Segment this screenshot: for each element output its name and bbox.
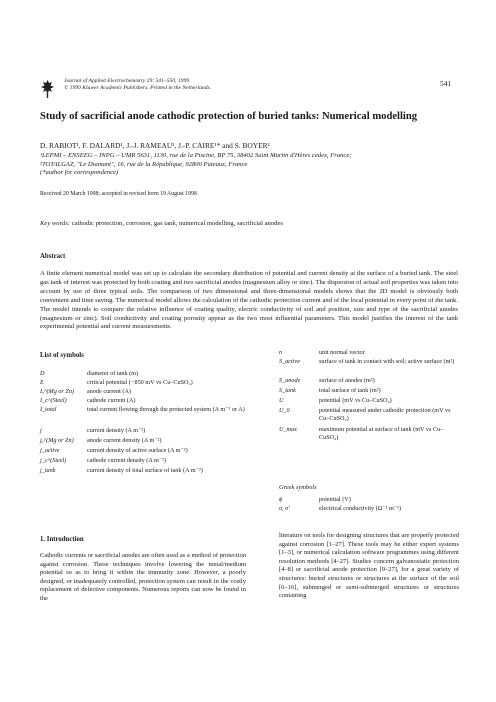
abstract-heading: Abstract [40, 253, 66, 260]
symbol: n [279, 349, 283, 356]
symbol: j [40, 427, 42, 434]
symbol: j_c^(Steel) [40, 457, 67, 464]
symbol: U_max [279, 426, 297, 433]
symbol-description: anode current (A) [87, 388, 131, 395]
affiliation-2: ²TOTALGAZ, "Le Diamant", 16, rue de la République, 92800 Puteaux, France [40, 160, 248, 168]
received-dates: Received 20 March 1998; accepted in revised form 19 August 1998 [40, 191, 197, 197]
journal-line-2: © 1999 Kluwer Academic Publishers. Printed in the Netherlands. [64, 85, 212, 92]
introduction-column-2: literature on tools for designing structures that are properly protected against corrosion [1–27]. These tools may be either expert systems [1–3], or numerical calculation software programmes using different resolution methods [4–27]. Studies concern galvanostatic protection [4–8] or sacrificial anode protection [9–27], for a great variety of structures: buried structures or structures at the surface of the soil [6–16], submerged or semi-submerged structures or structures containing [279, 532, 459, 600]
abstract-text: A finite element numerical model was set up to calculate the secondary distribution of potential and current density at the surface of a buried tank. The steel gas tank of interest was protected by both coating and two sacrificial anodes (magnesium alloy or zinc). The dispersion of actual soil properties was taken into account by use of three typical soils. The comparison of two dimensional and three-dimensional models shows that the 2D model is obviously both convenient and time saving. The numerical model allows the calculation of the cathodic protection current and of the local potential in every point of the tank. The model intends to compare the relative influence of coating quality, electric conductivity of soil and position, size and type of the sacrificial anodes (magnesium or zinc). Soil conductivity and coating porosity appear as the two most influential parameters. This model justifies the interest of the tank experimental potential and current measurements. [40, 270, 458, 331]
paper-title: Study of sacrificial anode cathodic protection of buried tanks: Numerical modelling [40, 111, 418, 122]
symbol: Iₐ^(Mg or Zn) [40, 388, 74, 395]
introduction-heading: 1. Introduction [40, 536, 84, 543]
symbol: S_active [279, 358, 300, 365]
symbol-description: current density of total surface of tank (A m⁻²) [87, 467, 203, 474]
symbol-description: surface of anodes (m²) [319, 377, 375, 384]
symbol: σ, σ' [279, 505, 290, 512]
symbol: ϕ [279, 496, 283, 503]
symbol-description: current density of active surface (A m⁻²) [87, 447, 188, 454]
symbol-description: surface of tank in contact with soil; active surface (m²) [319, 358, 455, 365]
symbol-description: unit normal vector [319, 349, 365, 356]
introduction-column-1: Cathodic currents or sacrificial anodes are often used as a method of protection against corrosion. These techniques involve lowering the metal/medium potential so as to bring it within the immunity zone. However, a poorly designed, or inadequately controlled, protection system can result in the costly replacement of defective components. Numerous reports can now be found in the [40, 552, 246, 602]
symbol-description: potential (mV vs Cu–CuSO₄) [319, 397, 392, 404]
symbol: U [279, 397, 284, 404]
author-list: D. RABIOT¹, F. DALARD¹, J.-J. RAMEAU¹, J.-P. CAIRE¹* and S. BOYER² [40, 141, 270, 150]
symbol-description: cathode current (A) [87, 397, 136, 404]
symbol-description: current density (A m⁻²) [87, 427, 146, 434]
affiliations [40, 152, 460, 178]
greek-symbols-heading: Greek symbols [279, 484, 317, 491]
affiliation-1: ¹LEPMI – ENSEEG – INPG – UMR 5631, 1130, rue de la Piscine, BP 75, 38402 Saint Martin d'Hères cedex, France; [40, 152, 352, 159]
journal-line-1: Journal of Applied Electrochemistry 29: 541–550, 1999. [64, 78, 191, 84]
symbol-description: diameter of tank (m) [87, 370, 139, 377]
symbol-description: potential measured under cathodic protection (mV vs Cu–CuSO₄) [319, 407, 451, 423]
symbols-heading: List of symbols [40, 352, 84, 359]
page-number: 541 [440, 79, 452, 88]
symbol-description: maximum potential at surface of tank (mV vs Cu–CuSO₄) [319, 426, 444, 442]
symbol: j_active [40, 447, 60, 454]
symbol-description: cathode current density (A m⁻²) [87, 457, 167, 464]
symbol: I_total [40, 406, 57, 413]
symbol-description: anode current density (A m⁻²) [87, 437, 162, 444]
symbol-description: critical potential (−850 mV vs Cu–CuSO₄) [87, 379, 193, 386]
keywords-label: Key words: [40, 220, 70, 227]
symbol: E [40, 379, 44, 386]
symbol: S_anode [279, 377, 301, 384]
symbol: S_tank [279, 387, 296, 394]
symbol-description: electrical conductivity (Ω⁻¹ m⁻¹) [319, 505, 402, 512]
keywords-text: cathodic protection, corrosion, gas tank, numerical modelling, sacrificial anodes [71, 220, 283, 227]
symbol: I_c^(Steel) [40, 397, 67, 404]
publisher-logo-icon [40, 80, 55, 98]
symbol: j_tank [40, 467, 56, 474]
symbol-description: total surface of tank (m²) [319, 387, 381, 394]
journal-citation [64, 78, 211, 92]
symbol: jₐ^(Mg or Zn) [40, 437, 74, 444]
correspondence-note: (*author for correspondence) [40, 169, 119, 177]
symbol-description: total current flowing through the protected system (A m⁻¹ or A) [87, 406, 245, 413]
keywords [40, 219, 460, 228]
symbol: D [40, 370, 45, 377]
symbol-description: potential (V) [319, 496, 351, 503]
symbol: U_0 [279, 407, 290, 414]
